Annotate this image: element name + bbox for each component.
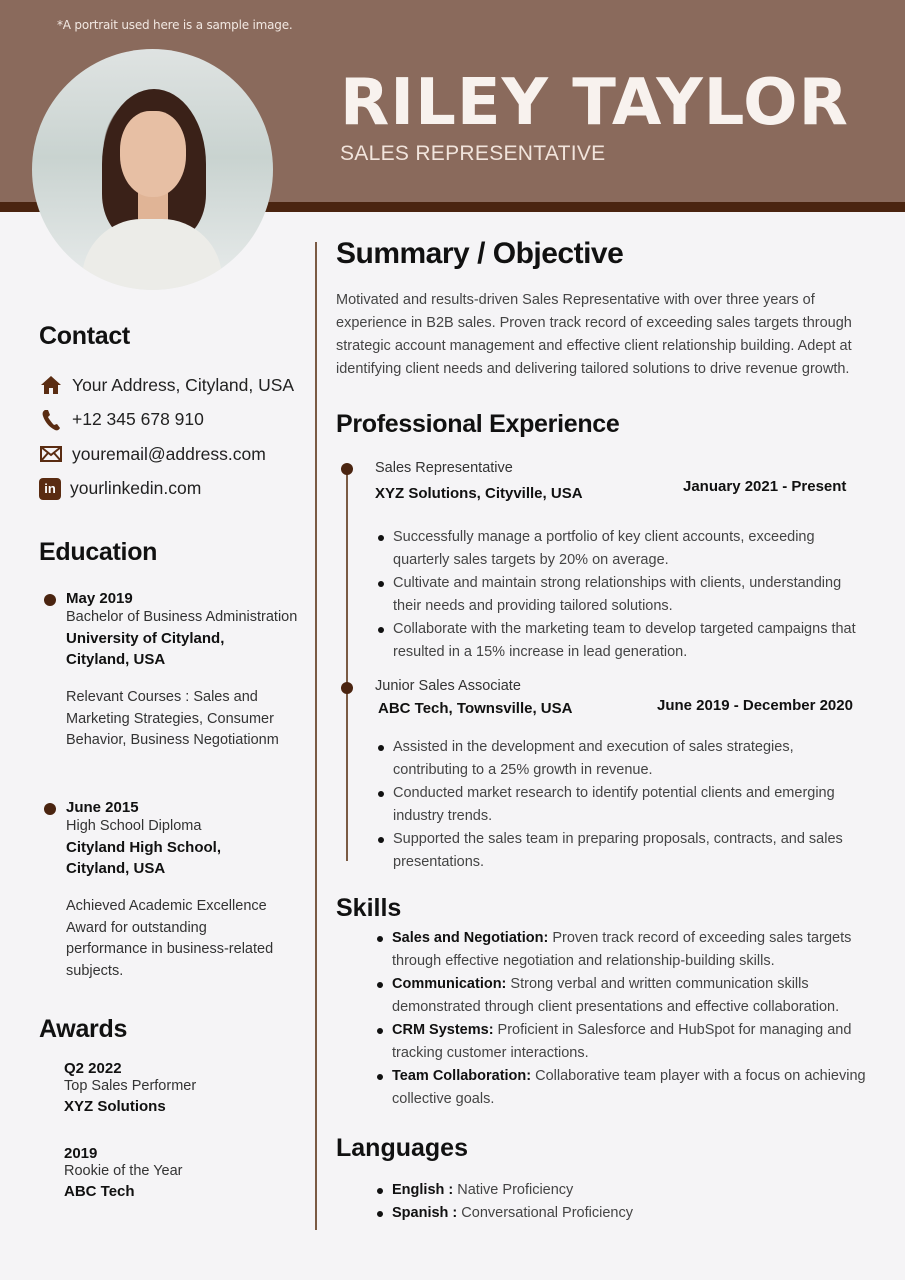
skill-item — [375, 1065, 870, 1111]
contact-address — [39, 368, 294, 403]
contact-email-text: youremail@address.com — [72, 443, 266, 464]
skill-text: Collaborative team player with a focus on achieving collective goals. — [392, 1068, 866, 1107]
education-item — [44, 799, 304, 982]
skills-list — [375, 927, 870, 1111]
portrait-disclaimer: *A portrait used here is a sample image. — [57, 18, 293, 32]
skill-item — [375, 1019, 870, 1065]
linkedin-icon: in — [39, 478, 61, 500]
contact-email — [39, 437, 294, 472]
education-date: June 2015 — [66, 799, 139, 816]
education-note: Relevant Courses : Sales and Marketing Strategies, Consumer Behavior, Business Negotiationm — [66, 689, 279, 748]
skill-label: Sales and Negotiation: — [392, 930, 549, 946]
language-level: Native Proficiency — [453, 1182, 574, 1198]
skill-item — [375, 927, 870, 973]
language-item — [375, 1202, 775, 1225]
contact-address-text: Your Address, Cityland, USA — [72, 374, 295, 395]
job-bullet: Supported the sales team in preparing proposals, contracts, and sales presentations. — [376, 828, 856, 874]
award-title: Rookie of the Year — [64, 1163, 183, 1179]
award-item — [64, 1060, 196, 1115]
education-date: May 2019 — [66, 590, 133, 607]
summary-text: Motivated and results-driven Sales Representative with over three years of experience in B2B sales. Proven track record of exceeding sales targets through strategic account management and effective client relationship building. Adept at identifying client needs and delivering tailored solutions to drive revenue growth. — [336, 292, 852, 377]
skill-text: Proficient in Salesforce and HubSpot for managing and tracking customer interactions. — [392, 1022, 852, 1061]
education-note: Achieved Academic Excellence Award for outstanding performance in business-related subjects. — [66, 898, 274, 979]
education-school: University of Cityland, Cityland, USA — [66, 630, 225, 668]
language-label: Spanish : — [392, 1205, 458, 1221]
award-date: 2019 — [64, 1145, 98, 1162]
contact-linkedin — [39, 472, 294, 507]
job-company: ABC Tech, Townsville, USA — [378, 700, 573, 717]
phone-icon — [39, 409, 63, 431]
job-bullet: Conducted market research to identify potential clients and emerging industry trends. — [376, 782, 856, 828]
contact-linkedin-text: yourlinkedin.com — [70, 478, 202, 499]
contact-list — [39, 368, 294, 506]
job-bullet: Collaborate with the marketing team to develop targeted campaigns that resulted in a 15% increase in lead generation. — [376, 618, 866, 664]
job-bullet: Assisted in the development and execution of sales strategies, contributing to a 25% growth in revenue. — [376, 736, 856, 782]
experience-heading: Professional Experience — [336, 410, 620, 438]
job-role: Junior Sales Associate — [375, 678, 521, 694]
experience-timeline — [346, 468, 348, 861]
skill-text: Strong verbal and written communication skills demonstrated through client presentations and effective collaboration. — [392, 976, 840, 1015]
portrait-coat — [82, 219, 222, 290]
timeline-dot — [341, 463, 353, 475]
education-item — [44, 590, 304, 752]
languages-list — [375, 1179, 775, 1225]
timeline-dot — [44, 803, 56, 815]
languages-heading: Languages — [336, 1134, 468, 1162]
education-heading: Education — [39, 538, 158, 566]
job-bullets — [376, 526, 866, 664]
mail-icon — [39, 443, 63, 465]
skill-item — [375, 973, 870, 1019]
job-bullet: Successfully manage a portfolio of key client accounts, exceeding quarterly sales targets by 20% on average. — [376, 526, 866, 572]
candidate-title: SALES REPRESENTATIVE — [340, 142, 606, 165]
timeline-dot — [341, 682, 353, 694]
language-label: English : — [392, 1182, 454, 1198]
job-company: XYZ Solutions, Cityville, USA — [375, 485, 583, 502]
award-org: ABC Tech — [64, 1183, 135, 1200]
portrait-photo — [32, 49, 273, 290]
candidate-name: RILEY TAYLOR — [340, 66, 849, 140]
job-bullets — [376, 736, 856, 874]
language-level: Conversational Proficiency — [457, 1205, 633, 1221]
job-role: Sales Representative — [375, 460, 513, 476]
column-divider — [315, 242, 317, 1230]
portrait-face — [120, 111, 186, 197]
education-school: Cityland High School, Cityland, USA — [66, 839, 222, 877]
award-item — [64, 1145, 183, 1200]
award-org: XYZ Solutions — [64, 1098, 166, 1115]
education-degree: High School Diploma — [66, 818, 202, 834]
timeline-dot — [44, 594, 56, 606]
education-degree: Bachelor of Business Administration — [66, 609, 298, 625]
contact-heading: Contact — [39, 322, 130, 350]
job-bullet: Cultivate and maintain strong relationships with clients, understanding their needs and providing tailored solutions. — [376, 572, 866, 618]
job-dates: January 2021 - Present — [683, 478, 847, 495]
award-date: Q2 2022 — [64, 1060, 122, 1077]
skills-heading: Skills — [336, 894, 402, 922]
contact-phone-text: +12 345 678 910 — [72, 409, 204, 430]
job-dates: June 2019 - December 2020 — [657, 697, 853, 714]
contact-phone — [39, 403, 294, 438]
language-item — [375, 1179, 775, 1202]
award-title: Top Sales Performer — [64, 1078, 197, 1094]
skill-label: CRM Systems: — [392, 1022, 494, 1038]
skill-text: Proven track record of exceeding sales targets through effective negotiation and relationship-building skills. — [392, 930, 852, 969]
skill-label: Team Collaboration: — [392, 1068, 532, 1084]
summary-heading: Summary / Objective — [336, 237, 624, 270]
home-icon — [39, 374, 63, 396]
awards-heading: Awards — [39, 1015, 128, 1043]
skill-label: Communication: — [392, 976, 507, 992]
